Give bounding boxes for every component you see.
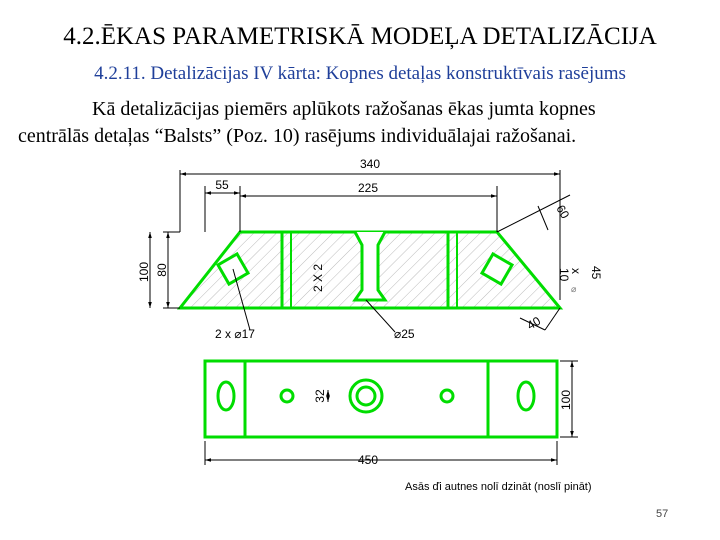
dim-height-inner: 80 <box>155 263 169 277</box>
dim-center-stack: 2 X 2 <box>311 263 325 293</box>
technical-drawing <box>0 150 720 500</box>
right-small-hole <box>441 390 453 402</box>
front-view <box>180 232 560 308</box>
slide-title: 4.2.ĒKAS PARAMETRISKĀ MODEĻA DETALIZĀCIJA <box>63 23 657 50</box>
left-slot-hole <box>218 382 234 410</box>
left-small-hole <box>281 390 293 402</box>
dim-overall-top: 340 <box>359 157 381 171</box>
dim-middle: 225 <box>357 181 379 195</box>
dim-hole-center: ⌀25 <box>394 327 415 341</box>
dim-right-1: 10 <box>557 268 571 282</box>
dim-left: 55 <box>215 178 229 192</box>
dim-right-2: 45 <box>589 266 603 280</box>
dim-bottom-right: 40 <box>524 313 544 333</box>
dim-angle-top: 60 <box>553 202 573 222</box>
plan-view <box>205 361 557 437</box>
dimension-labels <box>137 157 603 493</box>
dim-plan-height: 100 <box>559 389 573 411</box>
page-number: 57 <box>656 508 669 520</box>
dim-plan-center: 32 <box>313 389 327 403</box>
dim-height-left: 100 <box>137 261 151 283</box>
center-hole-inner <box>357 387 375 405</box>
dim-holes-left: 2 x ⌀17 <box>215 327 255 341</box>
dim-overall-bottom: 450 <box>357 453 379 467</box>
description-line-2: centrālās detaļas “Balsts” (Poz. 10) rasējums individuālajai ražošanai. <box>18 125 577 147</box>
dim-right-2-prefix: x <box>569 268 583 274</box>
drawing-note: Asās ďi autnes nolī dzināt (noslī pināt) <box>405 481 592 493</box>
right-slot-hole <box>518 382 534 410</box>
description-paragraph <box>18 96 708 150</box>
dim-right-diameter: ⌀ <box>571 284 577 294</box>
slide-subtitle: 4.2.11. Detalizācijas IV kārta: Kopnes detaļas konstruktīvais rasējums <box>94 63 626 84</box>
description-line-1: Kā detalizācijas piemērs aplūkots ražošanas ēkas jumta kopnes <box>92 98 596 120</box>
